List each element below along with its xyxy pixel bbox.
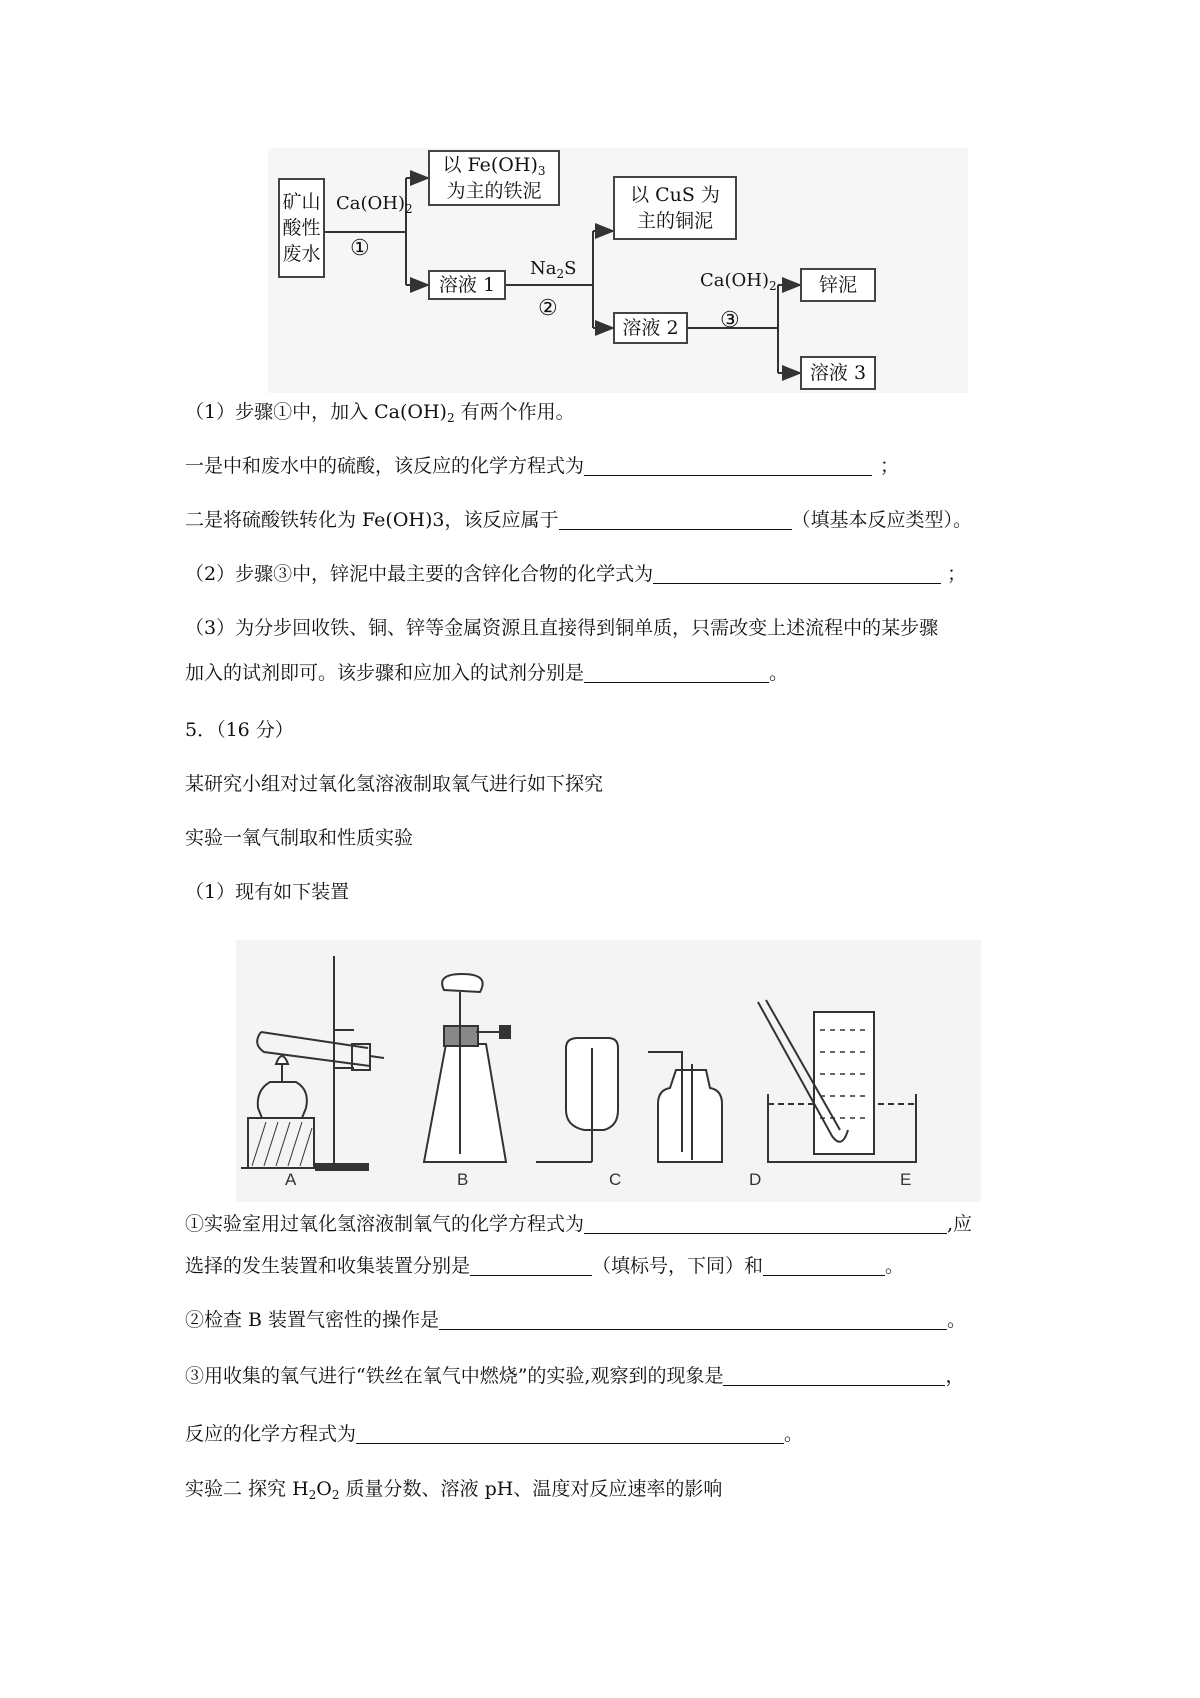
lab-apparatus-figure [236, 940, 981, 1202]
answer-blank[interactable] [470, 1255, 592, 1276]
q2-line: （2）步骤③中，锌泥中最主要的含锌化合物的化学式为 ； [185, 563, 967, 585]
box-iron-mud [428, 150, 560, 206]
wastewater-line-3: 废水 [282, 243, 321, 265]
q3-line2: 加入的试剂即可。该步骤和应加入的试剂分别是 。 [185, 662, 789, 684]
answer-blank[interactable] [584, 455, 872, 476]
box-zinc-mud: 锌泥 [800, 268, 876, 302]
q5-c-line1: ③用收集的氧气进行“铁丝在氧气中燃烧”的实验,观察到的现象是 ， [185, 1365, 965, 1387]
copper-mud-line-1: 以 CuS 为 [630, 184, 720, 206]
apparatus-label-d: D [749, 1170, 762, 1189]
problem5-number: 5．（16 分） [185, 719, 294, 741]
answer-blank[interactable] [439, 1309, 947, 1330]
q1-heading: （1）步骤①中，加入 $Ca(OH)_2$ 有两个作用。 [185, 401, 575, 425]
answer-blank[interactable] [356, 1423, 784, 1444]
q3-line1: （3）为分步回收铁、铜、锌等金属资源且直接得到铜单质，只需改变上述流程中的某步骤 [185, 617, 939, 639]
box-copper-mud [613, 176, 737, 240]
step2-marker: ② [538, 296, 558, 321]
answer-blank[interactable] [723, 1365, 945, 1386]
box-solution-3: 溶液 3 [800, 356, 876, 390]
answer-blank[interactable] [584, 1213, 947, 1234]
reagent-na2s: $Na_2S$ [530, 258, 577, 281]
q1-line1: 一是中和废水中的硫酸，该反应的化学方程式为 ； [185, 455, 900, 477]
reagent-caoh2-step3: $Ca(OH)_2$ [700, 270, 777, 293]
reagent-caoh2-step1: $Ca(OH)_2$ [336, 193, 413, 216]
wastewater-line-1: 矿山 [282, 191, 321, 213]
apparatus-label-b: B [457, 1170, 469, 1189]
copper-mud-line-2: 主的铜泥 [636, 210, 713, 232]
q5-b-line: ②检查 B 装置气密性的操作是 。 [185, 1309, 967, 1331]
apparatus-label-c: C [609, 1170, 622, 1189]
apparatus-label-e: E [900, 1170, 912, 1189]
answer-blank[interactable] [584, 662, 769, 683]
q5-a-line2: 选择的发生装置和收集装置分别是 （填标号，下同）和 。 [185, 1255, 905, 1277]
q5-1-heading: （1）现有如下装置 [185, 881, 350, 903]
iron-mud-line-1: 以 $Fe(OH)_3$ [442, 154, 546, 178]
problem5-intro: 某研究小组对过氧化氢溶液制取氧气进行如下探究 [185, 773, 604, 795]
answer-blank[interactable] [763, 1255, 885, 1276]
answer-blank[interactable] [559, 509, 792, 530]
q5-c-line2: 反应的化学方程式为 。 [185, 1423, 804, 1445]
iron-mud-line-2: 为主的铁泥 [446, 180, 542, 202]
experiment1-title: 实验一氧气制取和性质实验 [185, 827, 414, 849]
answer-blank[interactable] [653, 563, 941, 584]
box-solution-1: 溶液 1 [428, 270, 506, 300]
wastewater-line-2: 酸性 [282, 217, 321, 239]
apparatus-drawing [236, 940, 981, 1202]
box-solution-2: 溶液 2 [613, 312, 688, 344]
apparatus-label-a: A [285, 1170, 297, 1189]
q5-a-line1: ①实验室用过氧化氢溶液制氧气的化学方程式为 ,应 [185, 1213, 973, 1235]
process-flowchart [268, 148, 968, 393]
experiment2-title: 实验二 探究 $H_2O_2$ 质量分数、溶液 pH、温度对反应速率的影响 [185, 1478, 723, 1502]
step1-marker: ① [350, 236, 370, 261]
box-mine-wastewater [278, 178, 325, 278]
step3-marker: ③ [720, 308, 740, 333]
q1-line2: 二是将硫酸铁转化为 Fe(OH)3，该反应属于 （填基本反应类型）。 [185, 509, 973, 531]
